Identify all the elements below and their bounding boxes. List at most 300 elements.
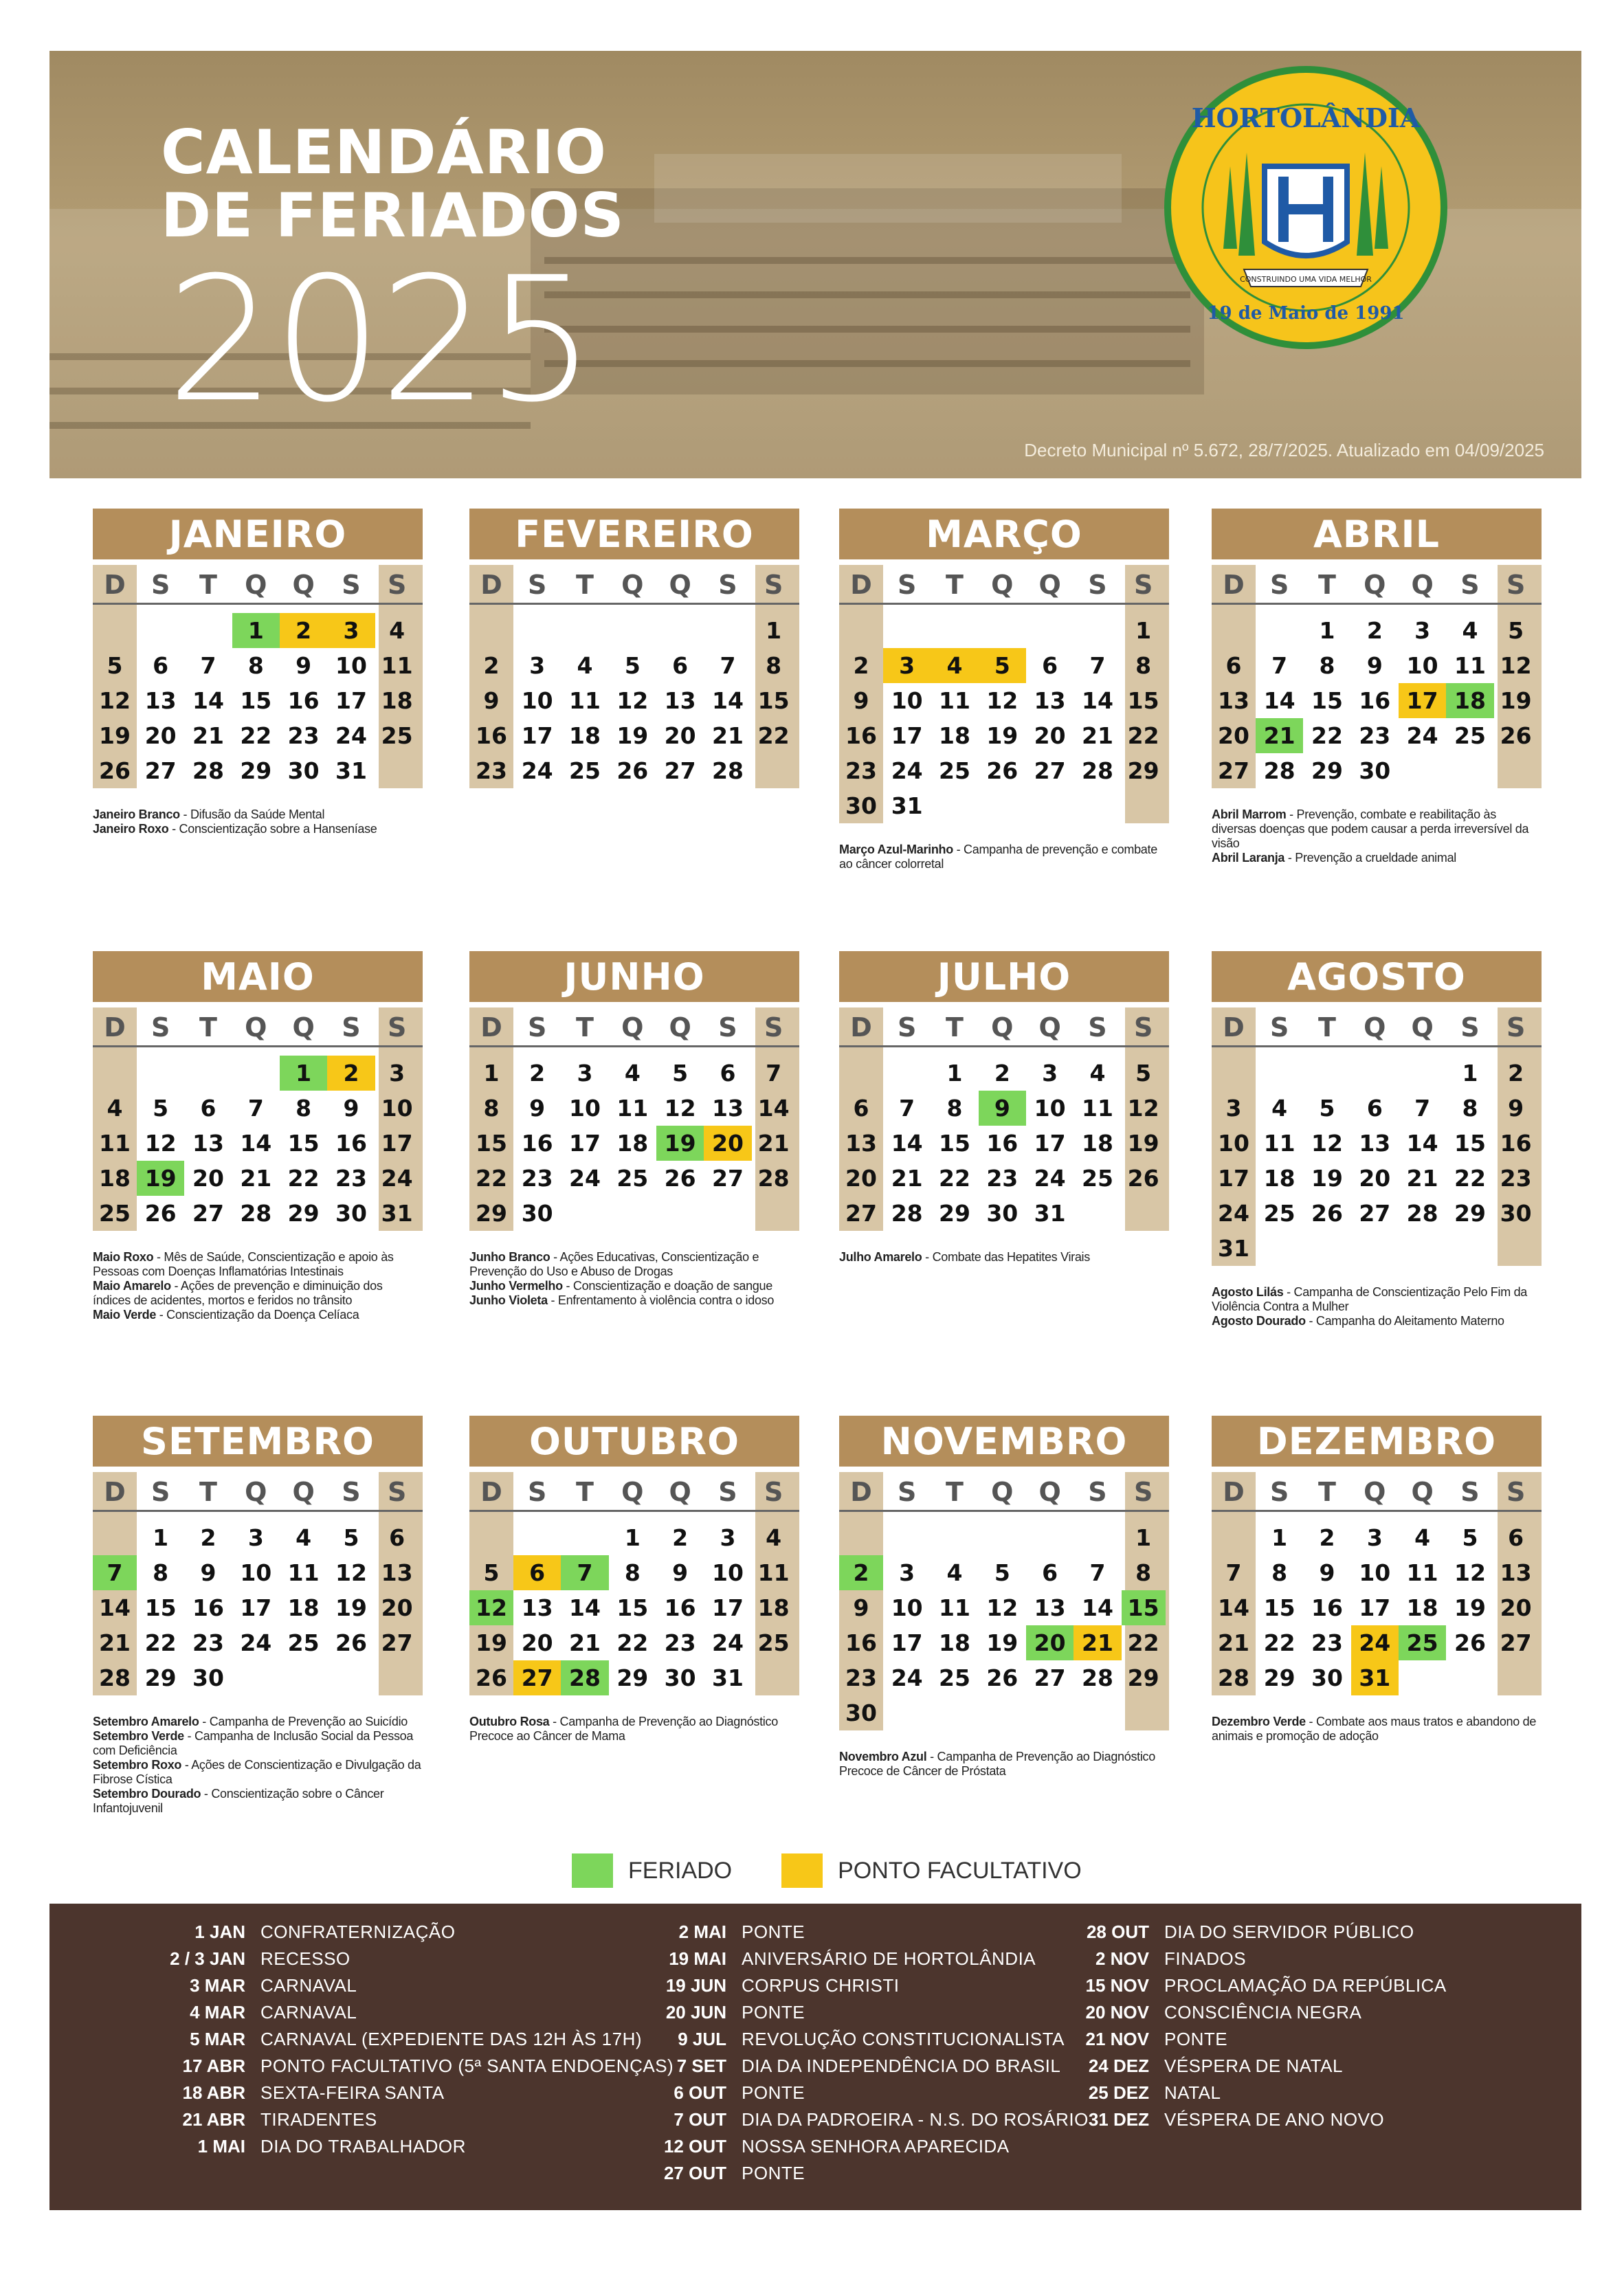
day-cell: 10 bbox=[381, 1095, 413, 1122]
day-cell: 3 bbox=[1042, 1060, 1058, 1087]
day-cell: 6 bbox=[389, 1524, 405, 1551]
day-cell: 28 bbox=[891, 1200, 923, 1227]
campaign-note: Setembro Verde - Campanha de Inclusão Social da Pessoa com Deficiência bbox=[93, 1729, 414, 1757]
day-cell: 18 bbox=[757, 1594, 790, 1621]
decree-note: Decreto Municipal nº 5.672, 28/7/2025. Atualizado em 04/09/2025 bbox=[1024, 440, 1544, 460]
day-cell: 15 bbox=[144, 1594, 177, 1621]
day-cell: 19 bbox=[1311, 1165, 1343, 1192]
day-cell: 23 bbox=[1311, 1629, 1343, 1656]
holiday-list-column bbox=[943, 1919, 1447, 2133]
day-cell: 23 bbox=[192, 1629, 224, 1656]
holiday-day-cell: 25 bbox=[1399, 1625, 1446, 1660]
empty-day-cell bbox=[839, 1520, 883, 1555]
day-cell: 14 bbox=[712, 687, 744, 714]
day-cell: 22 bbox=[476, 1165, 507, 1192]
svg-text:HORTOLÂNDIA: HORTOLÂNDIA bbox=[1191, 102, 1421, 133]
holiday-description: REVOLUÇÃO CONSTITUCIONALISTA bbox=[742, 2029, 1065, 2049]
day-cell: 2 bbox=[529, 1060, 546, 1087]
day-cell: 22 bbox=[287, 1165, 320, 1192]
day-cell: 8 bbox=[153, 1559, 169, 1586]
day-cell: 18 bbox=[287, 1594, 320, 1621]
day-cell: 10 bbox=[712, 1559, 744, 1586]
day-cell: 25 bbox=[287, 1629, 320, 1656]
weekday-label: D bbox=[104, 570, 126, 600]
day-cell: 9 bbox=[200, 1559, 216, 1586]
weekday-label: T bbox=[576, 1477, 594, 1507]
weekday-label: Q bbox=[621, 570, 644, 600]
building-roof bbox=[654, 154, 1122, 223]
holiday-description: NATAL bbox=[1164, 2082, 1221, 2103]
empty-day-cell bbox=[184, 613, 232, 648]
holiday-date: 5 MAR bbox=[190, 2029, 245, 2049]
day-cell: 1 bbox=[946, 1060, 963, 1087]
month-title: OUTUBRO bbox=[469, 1416, 799, 1467]
day-cell: 26 bbox=[99, 757, 131, 784]
day-cell: 8 bbox=[1319, 652, 1335, 679]
empty-day-cell bbox=[979, 1520, 1026, 1555]
day-cell: 24 bbox=[1218, 1200, 1249, 1227]
holiday-date: 21 ABR bbox=[182, 2109, 245, 2130]
empty-day-cell bbox=[184, 1056, 232, 1091]
day-cell: 14 bbox=[1082, 1594, 1113, 1621]
month-9 bbox=[93, 1416, 423, 1816]
weekday-label: Q bbox=[669, 570, 691, 600]
day-cell: 6 bbox=[853, 1095, 869, 1122]
day-cell: 5 bbox=[107, 652, 123, 679]
day-cell: 8 bbox=[247, 652, 264, 679]
day-cell: 30 bbox=[664, 1664, 696, 1691]
day-cell: 11 bbox=[287, 1559, 320, 1586]
campaign-note: Janeiro Roxo - Conscientização sobre a Hanseníase bbox=[93, 822, 377, 836]
day-cell: 2 bbox=[1508, 1060, 1524, 1087]
holiday-date: 2 NOV bbox=[1095, 1948, 1149, 1969]
holiday-date: 20 NOV bbox=[1085, 2002, 1149, 2023]
holiday-description: CONSCIÊNCIA NEGRA bbox=[1164, 2002, 1362, 2023]
optional-day-cell: 6 bbox=[513, 1555, 561, 1590]
month-campaign-notes bbox=[93, 1715, 423, 1816]
day-cell: 17 bbox=[1034, 1130, 1066, 1157]
day-cell: 28 bbox=[99, 1664, 131, 1691]
day-cell: 30 bbox=[1359, 757, 1391, 784]
day-cell: 12 bbox=[144, 1130, 177, 1157]
day-cell: 7 bbox=[247, 1095, 264, 1122]
day-cell: 11 bbox=[1454, 652, 1486, 679]
day-cell: 15 bbox=[616, 1594, 649, 1621]
day-cell: 10 bbox=[521, 687, 553, 714]
day-cell: 9 bbox=[296, 652, 312, 679]
holiday-list-item bbox=[943, 1999, 1447, 2026]
day-cell: 26 bbox=[1500, 722, 1532, 749]
optional-day-cell: 2 bbox=[327, 1056, 375, 1091]
day-cell: 10 bbox=[1218, 1130, 1249, 1157]
holiday-description: DIA DO SERVIDOR PÚBLICO bbox=[1164, 1922, 1414, 1942]
day-cell: 25 bbox=[1263, 1200, 1295, 1227]
empty-day-cell bbox=[1494, 753, 1538, 788]
day-cell: 1 bbox=[1135, 617, 1152, 644]
holiday-list-item bbox=[531, 2160, 1089, 2187]
day-cell: 2 bbox=[672, 1524, 689, 1551]
day-cell: 20 bbox=[1500, 1594, 1532, 1621]
month-3 bbox=[839, 509, 1169, 871]
optional-day-cell: 27 bbox=[513, 1660, 561, 1695]
day-cell: 5 bbox=[153, 1095, 169, 1122]
optional-day-cell: 3 bbox=[327, 613, 375, 648]
holiday-description: SEXTA-FEIRA SANTA bbox=[260, 2082, 445, 2103]
day-cell: 18 bbox=[99, 1165, 131, 1192]
legend-optional-swatch bbox=[781, 1853, 823, 1888]
day-cell: 2 bbox=[1366, 617, 1383, 644]
weekday-label: S bbox=[897, 1012, 917, 1043]
day-cell: 25 bbox=[757, 1629, 790, 1656]
day-cell: 1 bbox=[624, 1524, 641, 1551]
day-cell: 6 bbox=[1042, 1559, 1058, 1586]
empty-day-cell bbox=[1399, 1231, 1446, 1266]
day-cell: 7 bbox=[1089, 1559, 1106, 1586]
empty-day-cell bbox=[883, 613, 931, 648]
month-6 bbox=[469, 951, 799, 1308]
day-cell: 13 bbox=[192, 1130, 224, 1157]
optional-day-cell: 20 bbox=[704, 1126, 751, 1161]
day-cell: 17 bbox=[569, 1130, 601, 1157]
day-cell: 13 bbox=[845, 1130, 877, 1157]
month-campaign-notes bbox=[1212, 808, 1542, 865]
holiday-description: PONTE bbox=[742, 2163, 805, 2183]
holiday-date: 12 OUT bbox=[663, 2136, 726, 2157]
month-10 bbox=[469, 1416, 799, 1744]
weekday-label: S bbox=[1133, 570, 1153, 600]
day-cell: 17 bbox=[891, 1629, 923, 1656]
weekday-label: S bbox=[342, 1012, 361, 1043]
weekday-label: S bbox=[527, 570, 547, 600]
holiday-day-cell: 1 bbox=[232, 613, 280, 648]
day-cell: 31 bbox=[381, 1200, 413, 1227]
month-title: DEZEMBRO bbox=[1212, 1416, 1542, 1467]
holiday-list-item bbox=[943, 2080, 1447, 2106]
day-cell: 27 bbox=[1034, 757, 1066, 784]
day-cell: 24 bbox=[521, 757, 553, 784]
weekday-label: S bbox=[1506, 1477, 1526, 1507]
day-cell: 20 bbox=[144, 722, 177, 749]
weekday-label: S bbox=[1269, 1012, 1289, 1043]
optional-day-cell: 31 bbox=[1351, 1660, 1399, 1695]
holiday-day-cell: 19 bbox=[137, 1161, 184, 1196]
empty-day-cell bbox=[1351, 1231, 1399, 1266]
day-cell: 30 bbox=[287, 757, 320, 784]
day-cell: 11 bbox=[1263, 1130, 1295, 1157]
day-cell: 27 bbox=[1034, 1664, 1066, 1691]
empty-day-cell bbox=[979, 613, 1026, 648]
holiday-date: 31 DEZ bbox=[1088, 2109, 1149, 2130]
holiday-date: 1 JAN bbox=[194, 1922, 245, 1942]
holiday-description: CARNAVAL (EXPEDIENTE DAS 12H ÀS 17H) bbox=[260, 2029, 643, 2049]
day-cell: 10 bbox=[891, 687, 923, 714]
empty-day-cell bbox=[1074, 788, 1121, 823]
holiday-date: 3 MAR bbox=[190, 1975, 245, 1996]
weekday-label: T bbox=[199, 1012, 217, 1043]
day-cell: 11 bbox=[939, 687, 970, 714]
month-campaign-notes bbox=[469, 1250, 799, 1308]
empty-day-cell bbox=[979, 788, 1026, 823]
weekday-label: D bbox=[104, 1477, 126, 1507]
weekday-header bbox=[469, 1007, 799, 1047]
day-cell: 19 bbox=[1454, 1594, 1486, 1621]
campaign-note: Agosto Lilás - Campanha de Conscientização Pelo Fim da Violência Contra a Mulher bbox=[1212, 1285, 1528, 1313]
day-cell: 4 bbox=[1414, 1524, 1431, 1551]
day-cell: 29 bbox=[616, 1664, 649, 1691]
day-cell: 31 bbox=[1218, 1235, 1249, 1262]
day-cell: 21 bbox=[712, 722, 744, 749]
day-cell: 28 bbox=[712, 757, 744, 784]
day-cell: 29 bbox=[1311, 757, 1343, 784]
optional-day-cell: 21 bbox=[1074, 1625, 1121, 1660]
weekday-header bbox=[93, 1007, 423, 1047]
day-cell: 20 bbox=[192, 1165, 224, 1192]
day-cell: 9 bbox=[483, 687, 500, 714]
day-cell: 30 bbox=[192, 1664, 224, 1691]
weekday-label: D bbox=[850, 1012, 872, 1043]
holiday-day-cell: 12 bbox=[469, 1590, 513, 1625]
day-cell: 5 bbox=[672, 1060, 689, 1087]
weekday-label: T bbox=[576, 570, 594, 600]
month-campaign-notes bbox=[1212, 1715, 1542, 1744]
month-7 bbox=[839, 951, 1169, 1265]
day-cell: 22 bbox=[616, 1629, 649, 1656]
weekday-label: Q bbox=[1038, 1477, 1061, 1507]
day-cell: 12 bbox=[616, 687, 649, 714]
day-cell: 7 bbox=[766, 1060, 782, 1087]
day-cell: 22 bbox=[240, 722, 272, 749]
legend-holiday-swatch bbox=[572, 1853, 613, 1888]
day-cell: 18 bbox=[939, 1629, 970, 1656]
day-cell: 20 bbox=[1359, 1165, 1391, 1192]
campaign-note: Junho Violeta - Enfrentamento à violência contra o idoso bbox=[469, 1293, 775, 1307]
weekday-header bbox=[469, 1472, 799, 1512]
campaign-note: Dezembro Verde - Combate aos maus tratos e abandono de animais e promoção de adoção bbox=[1212, 1715, 1537, 1743]
day-cell: 7 bbox=[720, 652, 736, 679]
day-cell: 4 bbox=[389, 617, 405, 644]
campaign-note: Abril Laranja - Prevenção a crueldade animal bbox=[1212, 851, 1456, 865]
day-cell: 30 bbox=[335, 1200, 367, 1227]
day-cell: 18 bbox=[1406, 1594, 1438, 1621]
optional-day-cell: 2 bbox=[280, 613, 327, 648]
holiday-date: 15 NOV bbox=[1085, 1975, 1149, 1996]
holiday-date: 21 NOV bbox=[1085, 2029, 1149, 2049]
holiday-description: CARNAVAL bbox=[260, 1975, 357, 1996]
day-cell: 19 bbox=[986, 722, 1019, 749]
day-cell: 27 bbox=[1218, 757, 1249, 784]
weekday-label: D bbox=[1223, 570, 1245, 600]
holiday-list-item bbox=[943, 2106, 1447, 2133]
weekday-label: S bbox=[527, 1012, 547, 1043]
day-cell: 21 bbox=[192, 722, 224, 749]
campaign-note: Setembro Amarelo - Campanha de Prevenção ao Suicídio bbox=[93, 1715, 408, 1728]
weekday-label: S bbox=[1269, 570, 1289, 600]
day-cell: 19 bbox=[616, 722, 649, 749]
day-cell: 30 bbox=[521, 1200, 553, 1227]
day-cell: 26 bbox=[476, 1664, 507, 1691]
empty-day-cell bbox=[1122, 788, 1166, 823]
empty-day-cell bbox=[1212, 1520, 1256, 1555]
day-cell: 27 bbox=[192, 1200, 224, 1227]
day-cell: 21 bbox=[99, 1629, 131, 1656]
holiday-date: 17 ABR bbox=[182, 2056, 245, 2076]
day-cell: 15 bbox=[1127, 687, 1159, 714]
weekday-label: Q bbox=[245, 570, 267, 600]
day-cell: 23 bbox=[476, 757, 507, 784]
holiday-date: 20 JUN bbox=[665, 2002, 726, 2023]
day-cell: 13 bbox=[712, 1095, 744, 1122]
day-cell: 30 bbox=[986, 1200, 1019, 1227]
weekday-label: D bbox=[480, 1477, 502, 1507]
weekday-label: S bbox=[1088, 1477, 1107, 1507]
day-cell: 9 bbox=[343, 1095, 359, 1122]
weekday-label: S bbox=[764, 1012, 783, 1043]
day-cell: 5 bbox=[343, 1524, 359, 1551]
day-cell: 10 bbox=[891, 1594, 923, 1621]
month-campaign-notes bbox=[93, 808, 423, 836]
day-cell: 13 bbox=[664, 687, 696, 714]
day-cell: 29 bbox=[1127, 757, 1159, 784]
holiday-description: RECESSO bbox=[260, 1948, 351, 1969]
weekday-header bbox=[93, 565, 423, 605]
weekday-label: Q bbox=[1038, 570, 1061, 600]
holiday-description: VÉSPERA DE NATAL bbox=[1164, 2056, 1343, 2076]
day-cell: 17 bbox=[712, 1594, 744, 1621]
day-cell: 4 bbox=[107, 1095, 123, 1122]
empty-day-cell bbox=[375, 1660, 419, 1695]
day-cell: 25 bbox=[1082, 1165, 1113, 1192]
holiday-date: 19 MAI bbox=[669, 1948, 726, 1969]
day-cell: 30 bbox=[1311, 1664, 1343, 1691]
weekday-label: S bbox=[387, 570, 407, 600]
day-cell: 2 bbox=[853, 652, 869, 679]
weekday-header bbox=[469, 565, 799, 605]
empty-day-cell bbox=[752, 753, 796, 788]
weekday-label: T bbox=[199, 570, 217, 600]
day-cell: 14 bbox=[1406, 1130, 1438, 1157]
empty-day-cell bbox=[839, 613, 883, 648]
empty-day-cell bbox=[752, 1196, 796, 1231]
empty-day-cell bbox=[1303, 1056, 1350, 1091]
day-cell: 22 bbox=[144, 1629, 177, 1656]
weekday-label: Q bbox=[1364, 1012, 1386, 1043]
day-cell: 28 bbox=[1263, 757, 1295, 784]
empty-day-cell bbox=[93, 1056, 137, 1091]
day-cell: 25 bbox=[99, 1200, 131, 1227]
day-cell: 7 bbox=[899, 1095, 915, 1122]
day-cell: 31 bbox=[712, 1664, 744, 1691]
day-cell: 10 bbox=[1406, 652, 1438, 679]
day-cell: 23 bbox=[521, 1165, 553, 1192]
holiday-list-item bbox=[943, 1972, 1447, 1999]
holiday-date: 24 DEZ bbox=[1088, 2056, 1149, 2076]
empty-day-cell bbox=[469, 1520, 513, 1555]
day-cell: 13 bbox=[1218, 687, 1249, 714]
empty-day-cell bbox=[1074, 1695, 1121, 1730]
empty-day-cell bbox=[513, 1520, 561, 1555]
weekday-label: T bbox=[576, 1012, 594, 1043]
empty-day-cell bbox=[1256, 1056, 1303, 1091]
day-cell: 8 bbox=[296, 1095, 312, 1122]
day-cell: 5 bbox=[624, 652, 641, 679]
day-cell: 25 bbox=[1454, 722, 1486, 749]
holiday-date: 27 OUT bbox=[663, 2163, 726, 2183]
empty-day-cell bbox=[469, 613, 513, 648]
holiday-description: VÉSPERA DE ANO NOVO bbox=[1164, 2109, 1385, 2130]
title-line-1: CALENDÁRIO bbox=[161, 117, 607, 188]
day-cell: 19 bbox=[476, 1629, 507, 1656]
weekday-label: Q bbox=[991, 1012, 1014, 1043]
holiday-description: PONTE bbox=[742, 2082, 805, 2103]
day-cell: 24 bbox=[569, 1165, 601, 1192]
day-cell: 22 bbox=[939, 1165, 970, 1192]
day-cell: 16 bbox=[335, 1130, 367, 1157]
day-cell: 12 bbox=[986, 1594, 1019, 1621]
day-cell: 29 bbox=[939, 1200, 970, 1227]
day-cell: 14 bbox=[891, 1130, 923, 1157]
day-cell: 20 bbox=[381, 1594, 413, 1621]
day-cell: 15 bbox=[240, 687, 272, 714]
day-cell: 16 bbox=[1359, 687, 1391, 714]
holiday-description: PONTE bbox=[742, 1922, 805, 1942]
day-cell: 1 bbox=[1462, 1060, 1478, 1087]
month-title: AGOSTO bbox=[1212, 951, 1542, 1002]
day-cell: 14 bbox=[240, 1130, 272, 1157]
day-cell: 30 bbox=[845, 1700, 877, 1726]
holiday-description: CARNAVAL bbox=[260, 2002, 357, 2023]
day-cell: 3 bbox=[389, 1060, 405, 1087]
legend bbox=[572, 1853, 1082, 1888]
day-cell: 24 bbox=[381, 1165, 413, 1192]
day-cell: 29 bbox=[287, 1200, 320, 1227]
day-cell: 6 bbox=[672, 652, 689, 679]
day-cell: 25 bbox=[939, 1664, 970, 1691]
weekday-header bbox=[1212, 1472, 1542, 1512]
day-cell: 1 bbox=[483, 1060, 500, 1087]
title-line-2: DE FERIADOS bbox=[161, 180, 625, 251]
empty-day-cell bbox=[561, 1520, 608, 1555]
weekday-label: S bbox=[1133, 1012, 1153, 1043]
month-campaign-notes bbox=[469, 1715, 799, 1744]
day-cell: 11 bbox=[1406, 1559, 1438, 1586]
day-cell: 15 bbox=[287, 1130, 320, 1157]
holiday-list-item bbox=[943, 2026, 1447, 2053]
optional-day-cell: 5 bbox=[979, 648, 1026, 683]
empty-day-cell bbox=[93, 1520, 137, 1555]
day-cell: 26 bbox=[1311, 1200, 1343, 1227]
day-cell: 18 bbox=[569, 722, 601, 749]
day-cell: 27 bbox=[381, 1629, 413, 1656]
day-cell: 11 bbox=[616, 1095, 649, 1122]
weekday-label: Q bbox=[621, 1012, 644, 1043]
day-cell: 15 bbox=[757, 687, 790, 714]
weekday-label: D bbox=[480, 570, 502, 600]
day-cell: 1 bbox=[766, 617, 782, 644]
day-cell: 24 bbox=[891, 1664, 923, 1691]
day-cell: 13 bbox=[144, 687, 177, 714]
day-cell: 15 bbox=[1311, 687, 1343, 714]
day-cell: 6 bbox=[1366, 1095, 1383, 1122]
day-cell: 10 bbox=[240, 1559, 272, 1586]
optional-day-cell: 24 bbox=[1351, 1625, 1399, 1660]
day-cell: 30 bbox=[1500, 1200, 1532, 1227]
holiday-description: PROCLAMAÇÃO DA REPÚBLICA bbox=[1164, 1975, 1447, 1996]
day-cell: 8 bbox=[1462, 1095, 1478, 1122]
weekday-label: T bbox=[1318, 570, 1336, 600]
day-cell: 9 bbox=[529, 1095, 546, 1122]
day-cell: 31 bbox=[891, 792, 923, 819]
empty-day-cell bbox=[137, 1056, 184, 1091]
